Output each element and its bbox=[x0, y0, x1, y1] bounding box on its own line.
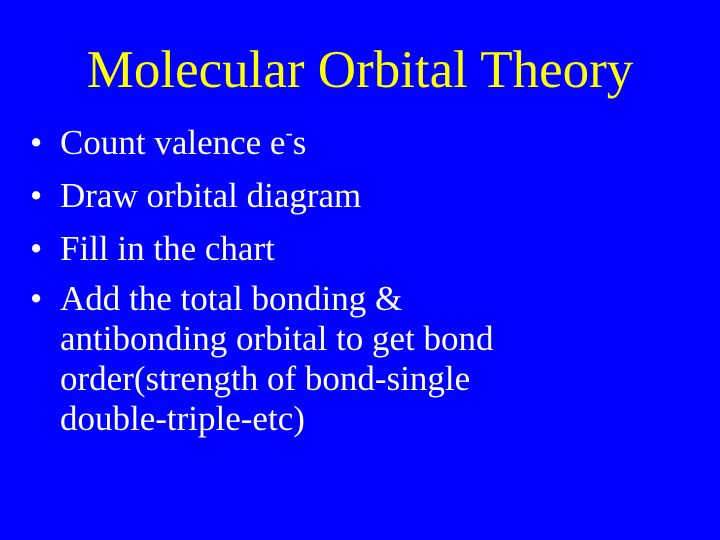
bullet-item-count-valence bbox=[30, 120, 700, 165]
bullet-item-draw-diagram bbox=[30, 173, 700, 218]
bullet-icon: • bbox=[30, 176, 43, 215]
bullet-list bbox=[30, 120, 700, 447]
bullet-text: Count valence e bbox=[60, 123, 286, 162]
bullet-text-line: antibonding orbital to get bond bbox=[60, 319, 494, 358]
bullet-icon: • bbox=[30, 123, 43, 162]
bullet-text-line: Add the total bonding & bbox=[60, 279, 403, 318]
bullet-text-line: order(strength of bond-single bbox=[60, 359, 471, 398]
bullet-icon: • bbox=[30, 229, 43, 268]
bullet-text-line: double-triple-etc) bbox=[60, 399, 305, 438]
bullet-icon: • bbox=[30, 279, 43, 318]
bullet-text: Draw orbital diagram bbox=[60, 176, 362, 215]
bullet-item-bond-order bbox=[30, 279, 700, 439]
bullet-text: Fill in the chart bbox=[60, 229, 275, 268]
superscript-minus: - bbox=[285, 120, 293, 145]
bullet-text-tail: s bbox=[292, 123, 307, 162]
bullet-item-fill-chart bbox=[30, 226, 700, 271]
slide-title: Molecular Orbital Theory bbox=[86, 41, 634, 99]
